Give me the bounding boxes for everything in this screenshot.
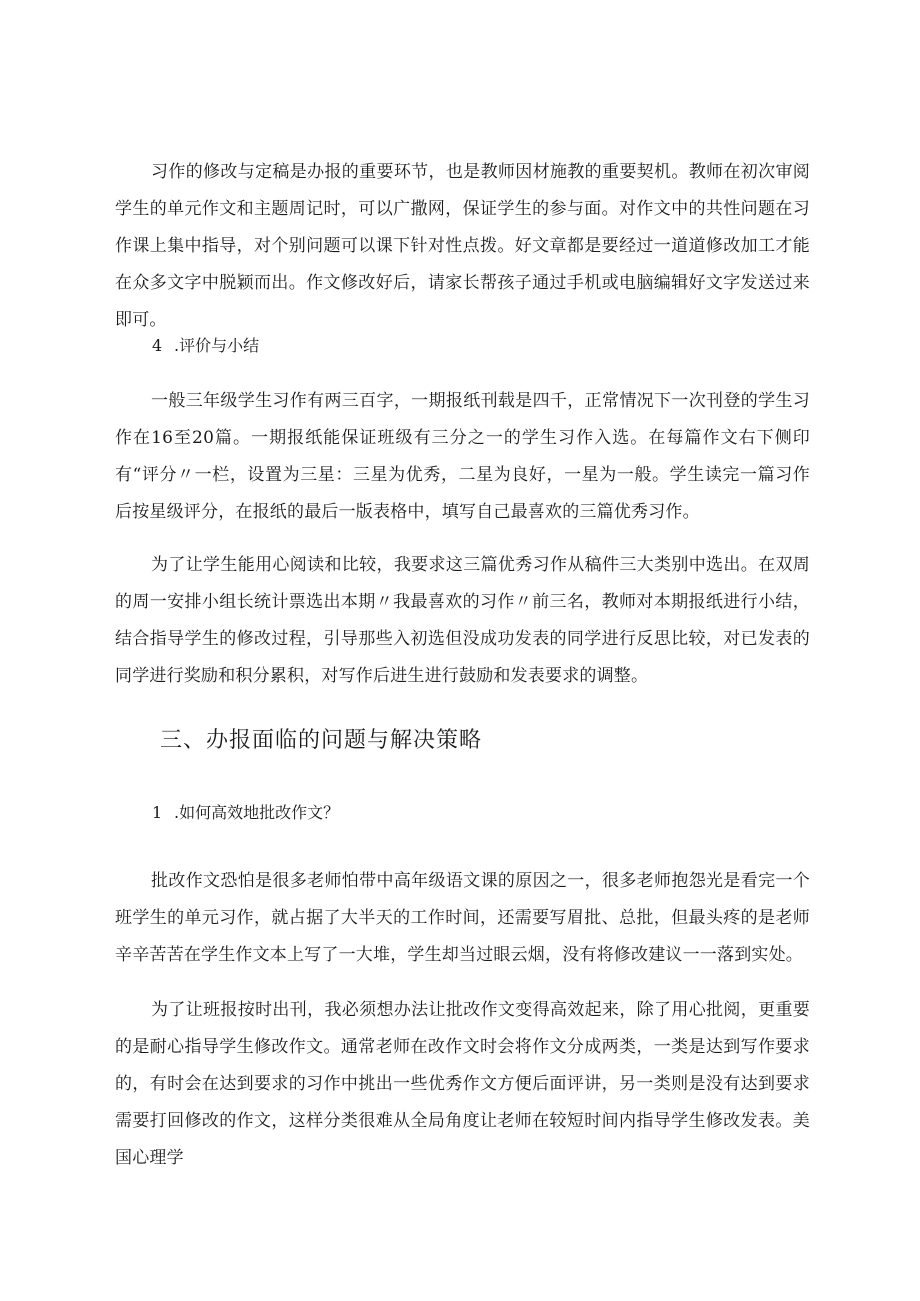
subheading-text: .评价与小结: [174, 336, 260, 355]
subheading-number: 4: [152, 336, 163, 355]
paragraph-voting: 为了让学生能用心阅读和比较，我要求这三篇优秀习作从稿件三大类别中选出。在双周的周一安排小组长统计票选出本期〃我最喜欢的习作〃前三名，教师对本期报纸进行小结，结合指导学生的修改过程，引导那些入初选但没成功发表的同学进行反思比较，对已发表的同学进行奖励和积分累积，对写作后进生进行鼓励和发表要求的调整。: [115, 555, 810, 686]
paragraph-revision: 习作的修改与定稿是办报的重要环节，也是教师因材施教的重要契机。教师在初次审阅学生的单元作文和主题周记时，可以广撒网，保证学生的参与面。对作文中的共性问题在习作课上集中指导，对个别问题可以课下针对性点拨。好文章都是要经过一道道修改加工才能在众多文字中脱颖而出。作文修改好后，请家长帮孩子通过手机或电脑编辑好文字发送过来即可。: [115, 162, 810, 330]
paragraph-grading: 一般三年级学生习作有两三百字，一期报纸刊载是四千，正常情况下一次刊登的学生习作在16至20篇。一期报纸能保证班级有三分之一的学生习作入选。在每篇作文右下侧印有“评分〃一栏，设置为三星：三星为优秀，二星为良好，一星为一般。学生读完一篇习作后按星级评分，在报纸的最后一版表格中，填写自己最喜欢的三篇优秀习作。: [115, 391, 810, 522]
subheading-evaluation: [152, 334, 259, 358]
section-heading: 三、办报面临的问题与解决策略: [160, 728, 483, 753]
paragraph-grading-solution: 为了让班报按时出刊，我必须想办法让批改作文变得高效起来，除了用心批阅，更重要的是耐心指导学生修改作文。通常老师在改作文时会将作文分成两类，一类是达到写作要求的，有时会在达到要求的习作中挑出一些优秀作文方便后面评讲，另一类则是没有达到要求需要打回修改的作文，这样分类很难从全局角度让老师在较短时间内指导学生修改发表。美国心理学: [115, 1000, 810, 1168]
subheading-text: .如何高效地批改作文？: [174, 803, 340, 822]
paragraph-grading-problem: 批改作文恐怕是很多老师怕带中高年级语文课的原因之一，很多老师抱怨光是看完一个班学生的单元习作，就占据了大半天的工作时间，还需要写眉批、总批，但最头疼的是老师辛辛苦苦在学生作文本上写了一大堆，学生却当过眼云烟，没有将修改建议一一落到实处。: [115, 871, 810, 965]
subheading-number: 1: [152, 803, 163, 822]
subheading-efficient-grading: [152, 801, 339, 825]
